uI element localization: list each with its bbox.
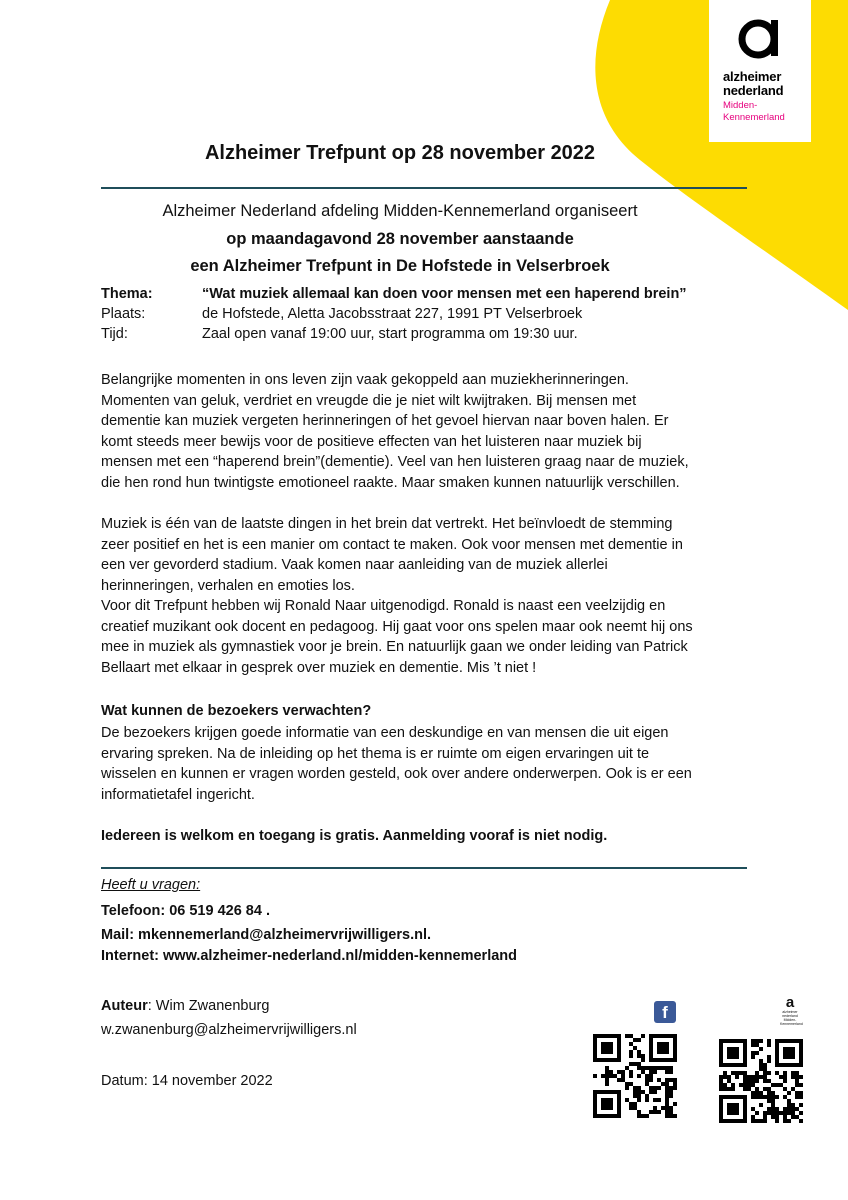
divider [101,867,747,869]
mini-logo-mark: a [785,994,795,1011]
paragraph-1: Belangrijke momenten in ons leven zijn vaak gekoppeld aan muziekherinneringen. Momenten van geluk, verdriet en vreugde die je niet wilt kwijtraken. Bij mensen met dementie kan muziek vergeten herinneringen of het gevoel hiervan naar boven halen. Er komt steeds meer bewijs voor de positieve effecten van het luisteren naar muziek bij mensen met een “haperend brein”(dementie). Veel van hen luisteren graag naar de muziek, die hen rond hun twintigste emotioneel raakte. Maar smaken kunnen natuurlijk verschillen. [101,372,689,491]
contact-mail[interactable]: Mail: mkennemerland@alzheimervrijwilligers.nl. [101,927,432,943]
qr-code-facebook[interactable] [593,1034,677,1118]
logo-region: Midden- Kennemerland [723,100,785,123]
contact-internet[interactable]: Internet: www.alzheimer-nederland.nl/midden-kennemerland [101,948,518,964]
author-label: Auteur [101,998,148,1014]
contact-phone: Telefoon: 06 519 426 84 . [101,903,270,919]
plaats-value: de Hofstede, Aletta Jacobsstraat 227, 1991 PT Velserbroek [202,306,583,322]
intro-line-2: op maandagavond 28 november aanstaande [226,230,574,248]
divider [101,187,747,189]
intro-line-3: een Alzheimer Trefpunt in De Hofstede in Velserbroek [190,257,610,275]
welcome-text: Iedereen is welkom en toegang is gratis. Aanmelding vooraf is niet nodig. [101,828,608,844]
alzheimer-logo [709,0,811,142]
author-email[interactable]: w.zwanenburg@alzheimervrijwilligers.nl [101,1022,357,1038]
qr-code-website[interactable] [719,1039,803,1123]
alzheimer-a-icon [737,12,783,62]
author-name: : Wim Zwanenburg [147,998,270,1014]
tijd-value: Zaal open vanaf 19:00 uur, start programma om 19:30 uur. [202,326,578,342]
paragraph-3: De bezoekers krijgen goede informatie van een deskundige en van mensen die uit eigen ervaring spreken. Na de inleiding op het thema is er ruimte om eigen ervaringen uit te wisselen en kunnen er vragen worden gesteld, ook over andere onderwerpen. Ook is er een informatietafel ingericht. [101,725,692,803]
plaats-label: Plaats: [101,306,146,322]
thema-value: “Wat muziek allemaal kan doen voor mensen met een haperend brein” [202,286,687,302]
mini-logo-text: alzheimer nederland Midden-Kennemerland [780,1010,803,1026]
alzheimer-logo-icon [780,994,803,1026]
paragraph-2: Muziek is één van de laatste dingen in het brein dat vertrekt. Het beïnvloedt de stemming zeer positief en het is een manier om contact te maken. Ook voor mensen met dementie in een ver gevorderd stadium. Vaak komen naar aanleiding van de muziek allerlei herinneringen, verhalen en emoties los. Voor dit Trefpunt hebben wij Ronald Naar uitgenodigd. Ronald is naast een veelzijdig en creatief muzikant ook docent en pedagoog. Hij gaat voor ons spelen maar ook neemt hij ons mee in muziek als gymnastiek voor je brein. En natuurlijk gaan we onder leiding van Patrick Bellaart met elkaar in gesprek over muziek en dementie. Mis ’t niet ! [101,516,693,676]
tijd-label: Tijd: [101,326,128,342]
document-date: Datum: 14 november 2022 [101,1073,273,1089]
contact-heading: Heeft u vragen: [101,877,201,893]
author-line [101,998,269,1014]
logo-wordmark: alzheimer nederland [723,69,784,98]
expectations-heading: Wat kunnen de bezoekers verwachten? [101,703,372,719]
facebook-icon[interactable]: f [654,1001,676,1023]
thema-label: Thema: [101,286,153,302]
page-title: Alzheimer Trefpunt op 28 november 2022 [204,142,596,164]
intro-line-1: Alzheimer Nederland afdeling Midden-Kennemerland organiseert [162,202,638,220]
